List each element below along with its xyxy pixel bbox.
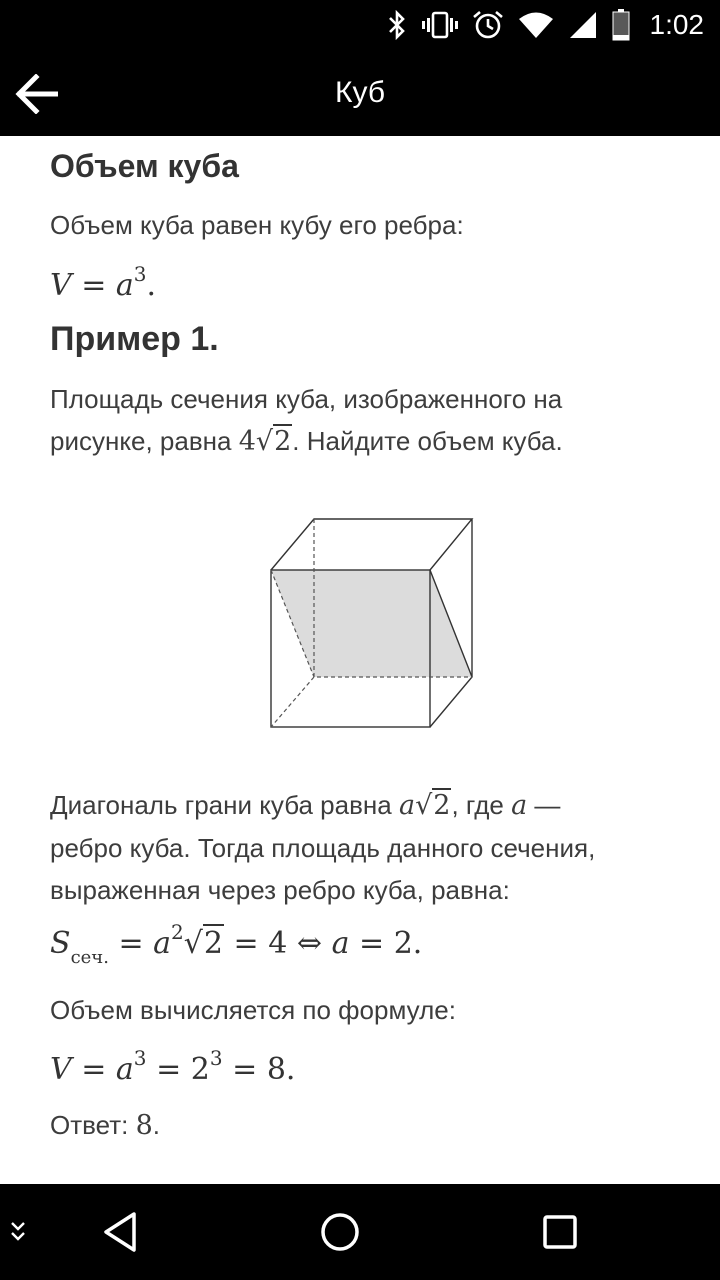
formula-end: . (146, 268, 157, 303)
formula-exponent: 3 (209, 1046, 223, 1070)
cross-section-plane (271, 570, 472, 677)
formula-number: 4 (268, 926, 288, 961)
formula-end: . (285, 1052, 296, 1087)
example-text (50, 378, 660, 463)
diagonal-line-1c: — (527, 790, 561, 820)
page-title: Куб (335, 76, 385, 109)
answer-text (50, 1104, 660, 1147)
sqrt-expression: √2 (415, 790, 451, 821)
formula-var: a (115, 268, 134, 303)
calc-formula (50, 1046, 296, 1087)
diagonal-line-1b: , где (451, 790, 512, 820)
formula-number: 2 (393, 926, 413, 961)
nav-recents-button[interactable] (530, 1204, 590, 1260)
wifi-icon (518, 10, 554, 40)
chevron-down-icon (7, 1219, 29, 1245)
nav-home-button[interactable] (310, 1204, 370, 1260)
answer-label: Ответ: (50, 1110, 136, 1140)
formula-var: a (153, 926, 172, 961)
example-number: 4 (238, 426, 256, 457)
formula-op: = (233, 926, 259, 961)
nav-back-button[interactable] (90, 1204, 150, 1260)
signal-icon (568, 10, 598, 40)
hide-nav-button[interactable] (0, 1204, 46, 1260)
formula-end: . (412, 926, 423, 961)
formula-var: S (50, 926, 71, 961)
home-circle-icon (318, 1210, 362, 1254)
sqrt-expression: √2 (255, 426, 292, 457)
formula-op: = (81, 268, 107, 303)
formula-var: a (115, 1052, 134, 1087)
formula-subscript: сеч. (70, 947, 109, 968)
math-var: a (398, 790, 416, 821)
status-icons (386, 0, 705, 50)
diagonal-text (50, 784, 660, 911)
sqrt-radicand: 2 (274, 426, 292, 457)
formula-var: V (50, 1052, 72, 1087)
example-line-2a: рисунке, равна (50, 426, 239, 456)
bluetooth-icon (386, 10, 408, 40)
example-line-1: Площадь сечения куба, изображенного на (50, 384, 563, 414)
alarm-icon (472, 10, 504, 40)
status-bar (0, 0, 720, 50)
section-text: Объем куба равен кубу его ребра: (50, 210, 464, 240)
diagonal-line-3: выраженная через ребро куба, равна: (50, 875, 510, 905)
formula-op: = (118, 926, 144, 961)
clock: 1:02 (649, 9, 704, 40)
formula-exponent: 3 (133, 262, 147, 286)
section-heading: Объем куба (50, 148, 239, 184)
calc-text: Объем вычисляется по формуле: (50, 995, 456, 1025)
example-line-2b: . Найдите объем куба. (292, 426, 563, 456)
sqrt-expression: √2 (183, 926, 223, 961)
navigation-bar (0, 1184, 720, 1280)
formula-number: 2 (190, 1052, 210, 1087)
formula-var: a (331, 926, 350, 961)
formula-exponent: 2 (171, 920, 184, 944)
formula-var: V (50, 268, 72, 303)
cube-figure (260, 510, 480, 740)
recents-square-icon (540, 1212, 580, 1252)
formula-op: ⇔ (296, 926, 323, 961)
formula-op: = (156, 1052, 182, 1087)
diagonal-line-2: ребро куба. Тогда площадь данного сечения, (50, 833, 596, 863)
formula-op: = (359, 926, 385, 961)
answer-value: 8 (135, 1110, 153, 1141)
volume-formula (50, 262, 157, 303)
app-bar (0, 50, 720, 136)
formula-op: = (232, 1052, 258, 1087)
example-heading: Пример 1. (50, 320, 219, 358)
area-formula (50, 920, 423, 968)
formula-exponent: 3 (133, 1046, 147, 1070)
answer-end: . (152, 1110, 161, 1140)
diagonal-line-1a: Диагональ грани куба равна (50, 790, 399, 820)
back-triangle-icon (100, 1210, 140, 1254)
math-var: a (511, 790, 528, 821)
sqrt-radicand: 2 (433, 790, 451, 821)
vibrate-icon (422, 10, 458, 40)
battery-icon (612, 9, 630, 41)
formula-op: = (81, 1052, 107, 1087)
sqrt-radicand: 2 (203, 926, 223, 961)
formula-number: 8 (266, 1052, 286, 1087)
